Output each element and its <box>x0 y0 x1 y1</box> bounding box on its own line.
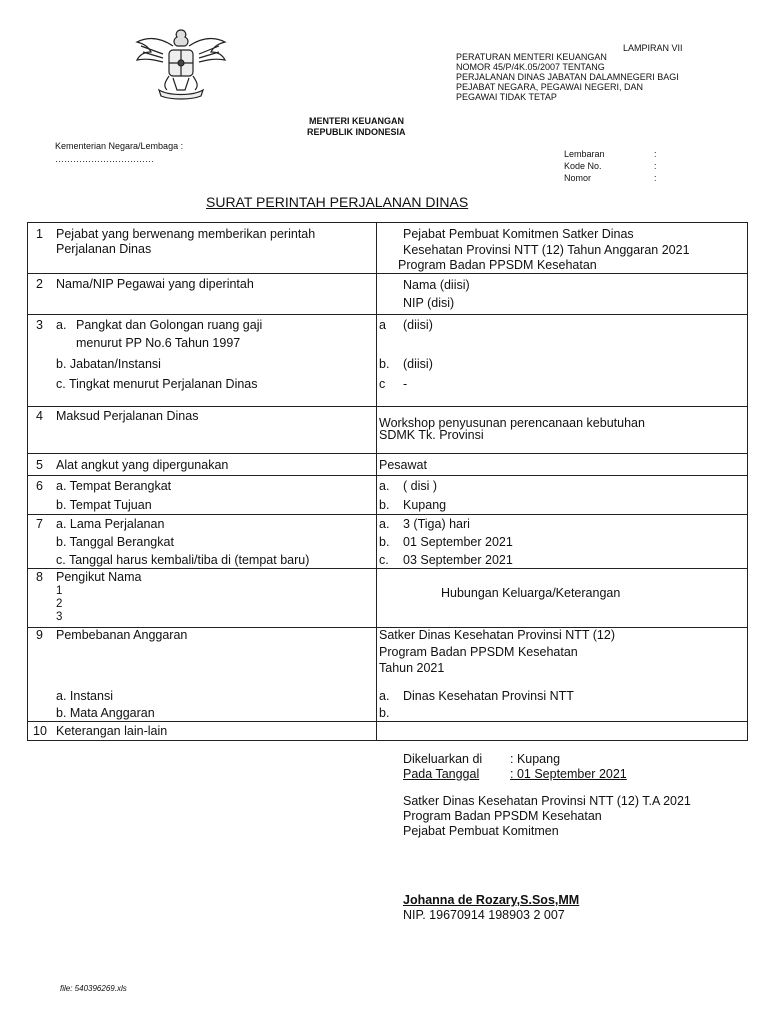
row-1-label-1: Pejabat yang berwenang memberikan perintah <box>56 227 316 241</box>
satker-line-3: Pejabat Pembuat Komitmen <box>403 824 559 838</box>
row-9-b-value-prefix: b. <box>379 706 390 720</box>
row-9-a-label: a. Instansi <box>56 689 113 703</box>
meta-kode-sep: : <box>654 161 657 171</box>
row-3-a-label-2: menurut PP No.6 Tahun 1997 <box>76 336 241 350</box>
row-1-label-2: Perjalanan Dinas <box>56 242 152 256</box>
row-1-value-1: Pejabat Pembuat Komitmen Satker Dinas <box>403 227 634 241</box>
row-9-a-value-prefix: a. <box>379 689 390 703</box>
lampiran-line-3: PERJALANAN DINAS JABATAN DALAMNEGERI BAGI <box>456 72 679 82</box>
table-border <box>27 222 28 741</box>
tanggal-label: Pada Tanggal <box>403 767 480 781</box>
row-6-b-value: Kupang <box>403 498 447 512</box>
kementerian-dots: …………………………… <box>55 154 154 164</box>
row-9-value-3: Tahun 2021 <box>379 661 445 675</box>
row-7-number: 7 <box>36 517 43 531</box>
row-6-b-value-prefix: b. <box>379 498 390 512</box>
row-8-label: Pengikut Nama <box>56 570 142 584</box>
row-7-a-label: a. Lama Perjalanan <box>56 517 165 531</box>
ministry-line-1: MENTERI KEUANGAN <box>309 116 405 126</box>
row-9-b-label: b. Mata Anggaran <box>56 706 155 720</box>
row-7-a-value-prefix: a. <box>379 517 390 531</box>
row-7-c-value: 03 September 2021 <box>403 553 513 567</box>
row-7-b-value-prefix: b. <box>379 535 390 549</box>
lampiran-title: LAMPIRAN VII <box>623 43 683 53</box>
table-divider <box>27 273 748 274</box>
table-divider <box>27 514 748 515</box>
row-3-b-value-prefix: b. <box>379 357 390 371</box>
row-9-a-value: Dinas Kesehatan Provinsi NTT <box>403 689 574 703</box>
row-3-c-label: c. Tingkat menurut Perjalanan Dinas <box>56 377 258 391</box>
row-2-nip: NIP (disi) <box>403 296 455 310</box>
dikeluarkan-label: Dikeluarkan di <box>403 752 483 766</box>
row-10-number: 10 <box>33 724 47 738</box>
row-3-b-label: b. Jabatan/Instansi <box>56 357 161 371</box>
meta-kode-label: Kode No. <box>564 161 602 171</box>
row-6-a-value-prefix: a. <box>379 479 390 493</box>
row-7-a-value: 3 (Tiga) hari <box>403 517 470 531</box>
meta-lembaran-sep: : <box>654 149 657 159</box>
lampiran-line-1: PERATURAN MENTERI KEUANGAN <box>456 52 607 62</box>
row-9-number: 9 <box>36 628 43 642</box>
row-7-c-label: c. Tanggal harus kembali/tiba di (tempat baru) <box>56 553 310 567</box>
document-title: SURAT PERINTAH PERJALANAN DINAS <box>206 194 469 210</box>
row-2-label: Nama/NIP Pegawai yang diperintah <box>56 277 254 291</box>
row-3-b-value: (diisi) <box>403 357 433 371</box>
table-divider <box>27 453 748 454</box>
meta-nomor-label: Nomor <box>564 173 592 183</box>
row-3-a-prefix: a. <box>56 318 67 332</box>
row-5-label: Alat angkut yang dipergunakan <box>56 458 229 472</box>
row-7-b-value: 01 September 2021 <box>403 535 513 549</box>
row-8-number: 8 <box>36 570 43 584</box>
table-column-divider <box>376 222 377 741</box>
satker-line-2: Program Badan PPSDM Kesehatan <box>403 809 602 823</box>
table-divider <box>27 314 748 315</box>
row-9-value-1: Satker Dinas Kesehatan Provinsi NTT (12) <box>379 628 615 642</box>
table-divider <box>27 475 748 476</box>
row-4-value-1: Workshop penyusunan perencanaan kebutuhan <box>379 416 645 430</box>
ministry-line-2: REPUBLIK INDONESIA <box>307 127 406 137</box>
row-1-value-2: Kesehatan Provinsi NTT (12) Tahun Anggaran 2021 <box>403 243 690 257</box>
satker-line-1: Satker Dinas Kesehatan Provinsi NTT (12) T.A 2021 <box>403 794 691 808</box>
row-3-a-value-prefix: a <box>379 318 386 332</box>
table-divider <box>27 721 748 722</box>
table-border <box>27 740 748 741</box>
garuda-emblem-icon <box>133 24 229 104</box>
signer-name: Johanna de Rozary,S.Sos,MM <box>403 893 580 907</box>
row-3-a-label-1: Pangkat dan Golongan ruang gaji <box>76 318 263 332</box>
row-5-value: Pesawat <box>379 458 427 472</box>
row-2-number: 2 <box>36 277 43 291</box>
tanggal-value: : 01 September 2021 <box>510 767 627 781</box>
row-2-nama: Nama (diisi) <box>403 278 470 292</box>
row-6-number: 6 <box>36 479 43 493</box>
row-9-value-2: Program Badan PPSDM Kesehatan <box>379 645 578 659</box>
row-4-value-2: SDMK Tk. Provinsi <box>379 428 484 442</box>
row-6-a-value: ( disi ) <box>403 479 438 493</box>
row-8-pengikut-1: 1 <box>56 585 63 597</box>
meta-lembaran-label: Lembaran <box>564 149 605 159</box>
row-5-number: 5 <box>36 458 43 472</box>
row-1-number: 1 <box>36 227 43 241</box>
row-6-a-label: a. Tempat Berangkat <box>56 479 172 493</box>
row-9-label: Pembebanan Anggaran <box>56 628 188 642</box>
lampiran-line-5: PEGAWAI TIDAK TETAP <box>456 92 557 102</box>
row-3-c-value: - <box>403 377 408 391</box>
row-1-value-3: Program Badan PPSDM Kesehatan <box>398 258 597 272</box>
table-border <box>747 222 748 741</box>
row-7-b-label: b. Tanggal Berangkat <box>56 535 174 549</box>
row-8-value: Hubungan Keluarga/Keterangan <box>441 586 621 600</box>
kementerian-label: Kementerian Negara/Lembaga : <box>55 141 184 151</box>
file-note: file: 540396269.xls <box>60 984 127 993</box>
row-3-a-value: (diisi) <box>403 318 433 332</box>
row-4-label: Maksud Perjalanan Dinas <box>56 409 199 423</box>
table-border <box>27 222 748 223</box>
row-3-number: 3 <box>36 318 43 332</box>
row-8-pengikut-3: 3 <box>56 611 63 623</box>
row-6-b-label: b. Tempat Tujuan <box>56 498 152 512</box>
row-10-label: Keterangan lain-lain <box>56 724 168 738</box>
row-8-pengikut-2: 2 <box>56 598 63 610</box>
table-divider <box>27 406 748 407</box>
dikeluarkan-value: : Kupang <box>510 752 561 766</box>
lampiran-line-2: NOMOR 45/P/4K.05/2007 TENTANG <box>456 62 605 72</box>
lampiran-line-4: PEJABAT NEGARA, PEGAWAI NEGERI, DAN <box>456 82 644 92</box>
signer-nip: NIP. 19670914 198903 2 007 <box>403 908 565 922</box>
meta-nomor-sep: : <box>654 173 657 183</box>
row-3-c-value-prefix: c <box>379 377 386 391</box>
row-7-c-value-prefix: c. <box>379 553 389 567</box>
row-4-number: 4 <box>36 409 43 423</box>
